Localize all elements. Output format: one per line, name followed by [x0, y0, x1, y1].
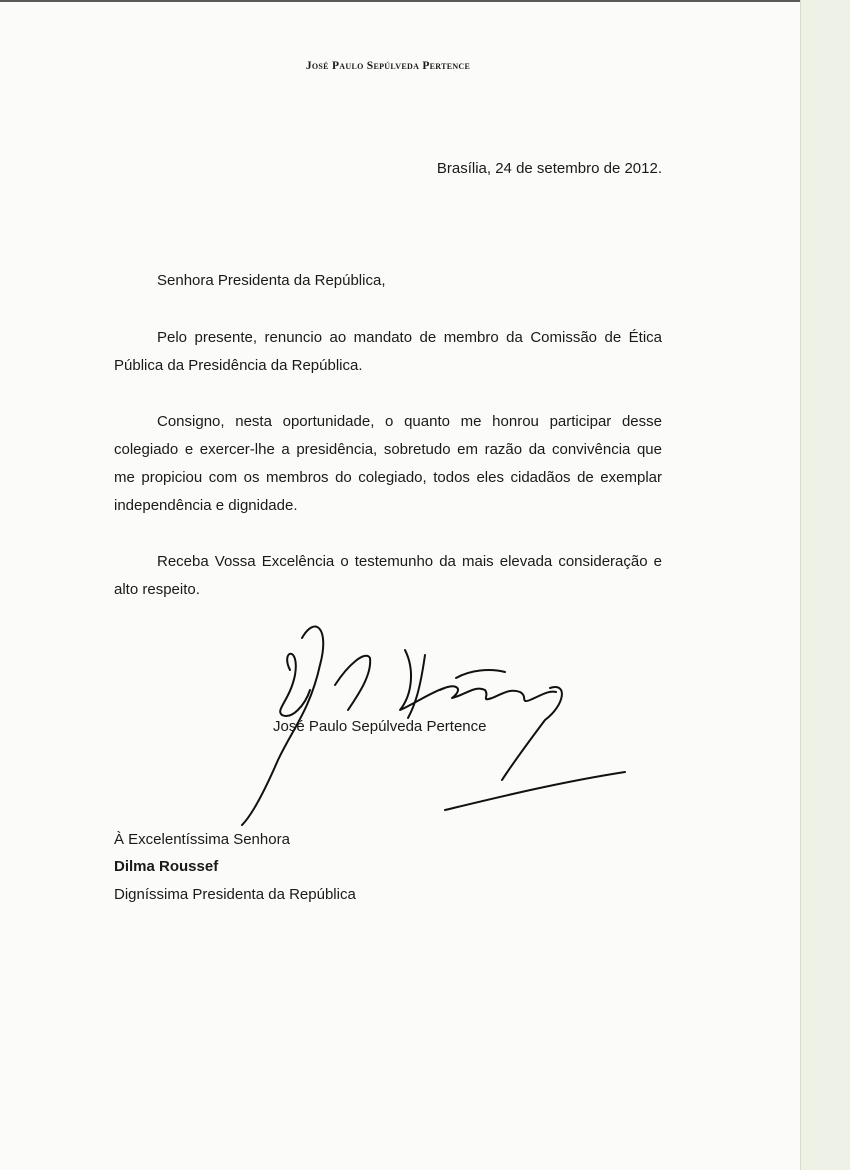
letter-date: Brasília, 24 de setembro de 2012.: [436, 160, 662, 177]
salutation: Senhora Presidenta da República,: [157, 272, 386, 289]
scan-top-edge: [0, 0, 800, 2]
addressee-title: Digníssima Presidenta da República: [114, 886, 356, 903]
addressee-name: Dilma Roussef: [114, 858, 219, 875]
handwritten-signature: [230, 610, 630, 850]
scan-background-strip: [800, 0, 850, 1170]
paragraph-closing: Receba Vossa Excelência o testemunho da mais elevada consideração e alto respeito.: [114, 553, 662, 598]
signatory-name: José Paulo Sepúlveda Pertence: [273, 718, 487, 735]
letterhead: José Paulo Sepúlveda Pertence: [305, 60, 471, 72]
paragraph-acknowledgement: Consigno, nesta oportunidade, o quanto me honrou participar desse colegiado e exercer-lhe a presidência, sobretudo em razão da convivência que me propiciou com os membros do colegiado, todos eles cidadãos de exemplar independência e dignidade.: [114, 413, 662, 514]
addressee-salutation: À Excelentíssima Senhora: [114, 831, 290, 848]
paragraph-resignation: Pelo presente, renuncio ao mandato de membro da Comissão de Ética Pública da Presidência da República.: [114, 329, 662, 374]
